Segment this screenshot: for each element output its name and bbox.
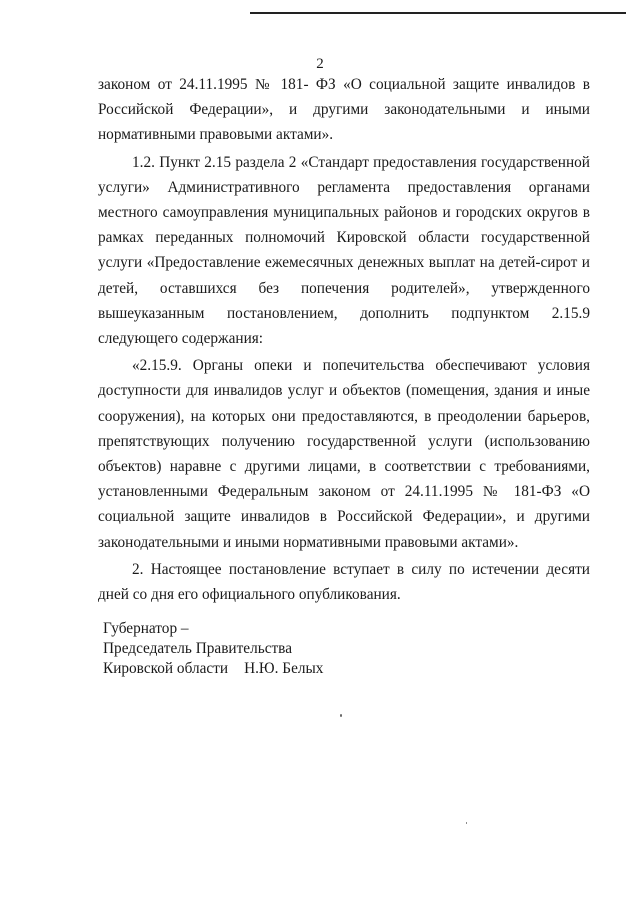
signature-block [103,619,323,679]
page-number: 2 [316,56,324,72]
scan-speck [340,714,342,717]
header-rule [250,12,626,14]
signature-title-line1: Губернатор – [103,620,189,637]
paragraph-item-2: 2. Настоящее постановление вступает в силу по истечении десяти дней со дня его официального опубликования. [98,560,590,604]
signatory-name: Н.Ю. Белых [244,660,324,677]
signature-title-line2: Председатель Правительства [103,640,292,657]
paragraph-continuation: законом от 24.11.1995 № 181- ФЗ «О социальной защите инвалидов в Российской Федерации», и другими законодательными и иными нормативными правовыми актами». [98,76,590,144]
document-body [98,72,590,607]
paragraph-subitem-2-15-9: «2.15.9. Органы опеки и попечительства обеспечивают условия доступности для инвалидов услуг и объектов (помещения, здания и иные сооружения), на которых они предоставляются, в преодолении барьеров, препятствующих получению государственной услуги (использованию объектов) наравне с другими лицами, в соответствии с требованиями, установленными Федеральным законом от 24.11.1995 № 181-ФЗ «О социальной защите инвалидов в Российской Федерации», и другими законодательными и иными нормативными правовыми актами». [98,357,590,551]
scan-speck [466,822,467,824]
signature-last-row [103,659,323,679]
paragraph-item-1-2: 1.2. Пункт 2.15 раздела 2 «Стандарт предоставления государственной услуги» Административного регламента предоставления органами местного самоуправления муниципальных районов и городских округов в рамках переданных полномочий Кировской области государственной услуги «Предоставление ежемесячных денежных выплат на детей-сирот и детей, оставшихся без попечения родителей», утвержденного вышеуказанным постановлением, дополнить подпунктом 2.15.9 следующего содержания: [98,153,590,348]
signature-title-line3: Кировской области [103,660,229,677]
